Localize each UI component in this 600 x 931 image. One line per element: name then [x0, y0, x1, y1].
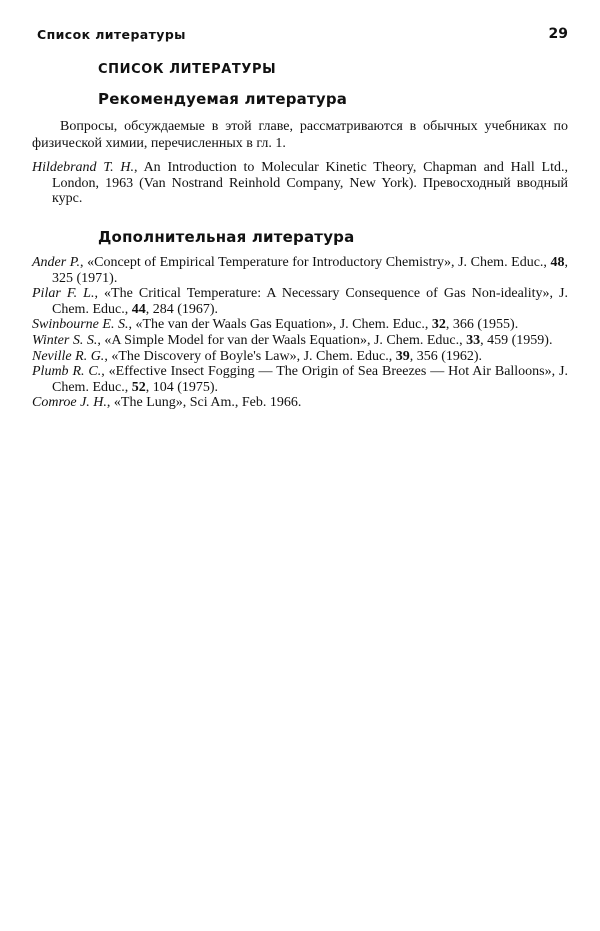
- reference-pages: , 459 (1959).: [480, 332, 553, 348]
- reference-text: , An Introduction to Molecular Kinetic Theory, Chapman and Hall Ltd., London, 1963 (Van Nostrand Reinhold Company, New York). Превосходный вводный курс.: [52, 160, 568, 207]
- recommended-intro: Вопросы, обсуждаемые в этой главе, рассматриваются в обычных учебниках по физической химии, перечисленных в гл. 1.: [32, 119, 568, 151]
- recommended-reference-list: [32, 160, 568, 207]
- reference-volume: 52: [131, 379, 146, 395]
- reference-text: , «Effective Insect Fogging — The Origin of Sea Breezes — Hot Air Balloons», J. Chem. Educ.,: [52, 364, 568, 395]
- reference-text: , «The van der Waals Gas Equation», J. Chem. Educ.,: [128, 317, 432, 333]
- reference-item: [32, 364, 568, 395]
- reference-pages: , 356 (1962).: [409, 348, 483, 364]
- reference-pages: , 366 (1955).: [445, 317, 519, 333]
- reference-author: Neville R. G.: [32, 348, 105, 364]
- reference-pages: , 325 (1971).: [52, 255, 568, 286]
- reference-volume: 44: [131, 301, 146, 317]
- reference-volume: 48: [550, 255, 565, 270]
- running-head: Список литературы: [37, 27, 186, 42]
- reference-author: Swinbourne E. S.: [32, 317, 129, 333]
- reference-author: Pilar F. L.: [32, 286, 95, 302]
- reference-volume: 39: [395, 348, 410, 364]
- recommended-heading: Рекомендуемая литература: [98, 90, 348, 108]
- reference-author: Plumb R. C.: [32, 364, 102, 380]
- reference-volume: 32: [431, 317, 446, 333]
- reference-author: Comroe J. H.: [32, 395, 107, 411]
- reference-item: [32, 349, 568, 365]
- section-title: СПИСОК ЛИТЕРАТУРЫ: [98, 62, 277, 77]
- reference-author: Hildebrand T. H.: [32, 160, 135, 175]
- reference-item: [32, 255, 568, 286]
- reference-item: [32, 333, 568, 349]
- reference-text: , «The Lung», Sci Am., Feb. 1966.: [106, 395, 302, 411]
- reference-text: , «Concept of Empirical Temperature for Introductory Chemistry», J. Chem. Educ.,: [80, 255, 551, 270]
- reference-item: [32, 317, 568, 333]
- reference-text: , «The Discovery of Boyle's Law», J. Chem. Educ.,: [104, 348, 396, 364]
- reference-text: , «The Critical Temperature: A Necessary Consequence of Gas Non-ideality», J. Chem. Educ.,: [52, 286, 569, 317]
- reference-pages: , 284 (1967).: [145, 301, 219, 317]
- reference-volume: 33: [466, 332, 481, 348]
- reference-author: Winter S. S.: [32, 332, 98, 348]
- page-number: 29: [548, 26, 568, 42]
- reference-author: Ander P.: [32, 255, 81, 270]
- reference-pages: , 104 (1975).: [145, 379, 219, 395]
- reference-item: [32, 160, 568, 207]
- reference-text: , «A Simple Model for van der Waals Equation», J. Chem. Educ.,: [97, 332, 467, 348]
- reference-item: [32, 395, 568, 411]
- reference-item: [32, 286, 568, 317]
- additional-reference-list: [32, 255, 568, 411]
- additional-heading: Дополнительная литература: [98, 228, 355, 246]
